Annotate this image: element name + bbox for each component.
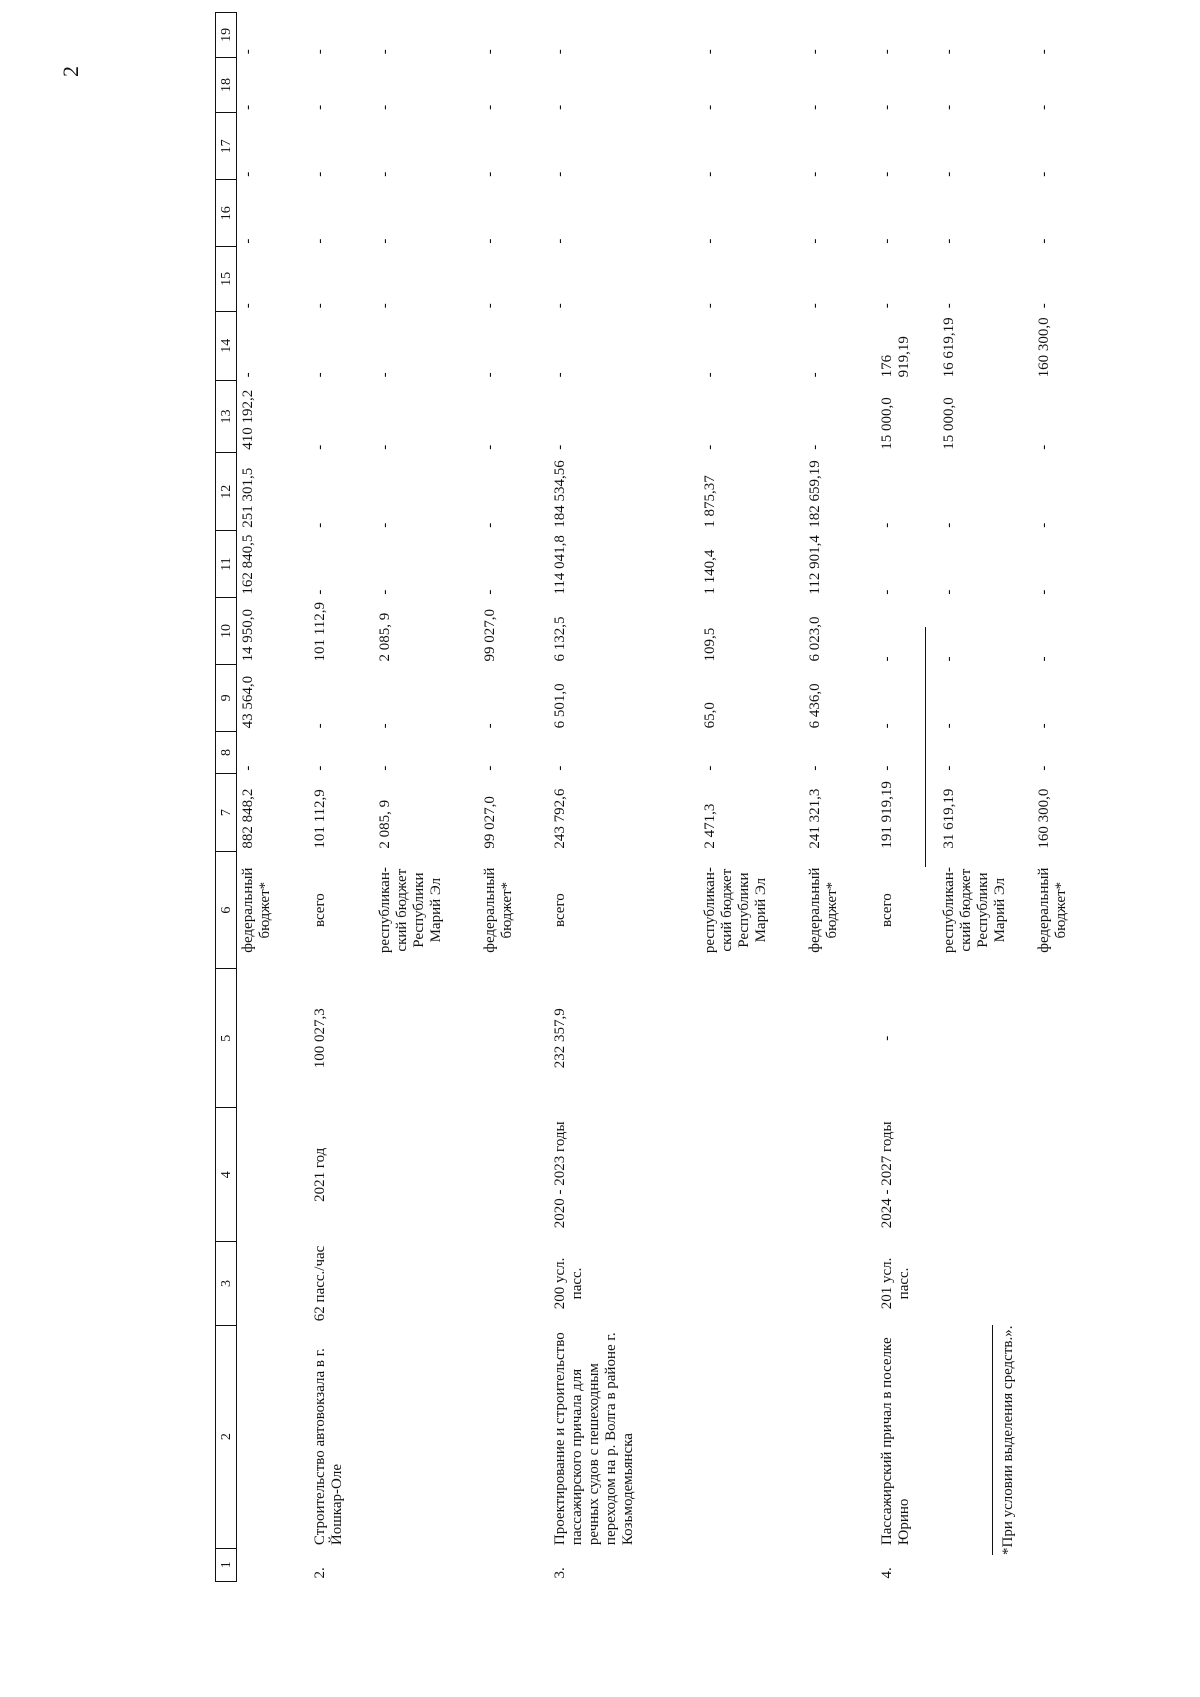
table-cell-c18: - <box>940 104 957 110</box>
table-cell-c9: - <box>481 723 498 729</box>
table-cell-c9: 43 564,0 <box>240 675 256 729</box>
table-cell-c2: Пассажирский причал в поселке Юрино <box>878 1337 912 1546</box>
table-cell-c17: - <box>481 171 498 177</box>
col-header: 1 <box>216 1548 237 1581</box>
table-cell-c7: 882 848,2 <box>240 788 256 849</box>
table-cell-c15: - <box>551 303 568 309</box>
col-header: 11 <box>216 531 237 598</box>
table-cell-c4 <box>1033 1108 1105 1242</box>
table-cell-c3: 200 усл. пасс. <box>551 1257 585 1310</box>
table-cell-c10: 101 112,9 <box>311 602 328 662</box>
table-cell-c5: 100 027,3 <box>311 1008 328 1069</box>
table-cell-c19: - <box>940 49 957 55</box>
table-cell-c14: - <box>376 372 393 378</box>
table-cell-c11: - <box>376 589 393 595</box>
table-cell-c12: - <box>311 522 328 528</box>
table-cell-c8: - <box>376 765 393 771</box>
table-cell-c1 <box>479 1548 549 1581</box>
table-cell-c14: - <box>481 372 498 378</box>
table-cell-c16: - <box>481 238 498 244</box>
table-cell-c15: - <box>376 303 393 309</box>
table-row <box>1033 13 1105 1582</box>
table-cell-c1: 4. <box>878 1567 895 1579</box>
table-cell-c12: 182 659,19 <box>806 460 823 528</box>
table-cell-c13: - <box>551 444 568 450</box>
table-cell-c3 <box>804 1242 876 1326</box>
col-header: 10 <box>216 598 237 665</box>
table-cell-c6: федеральный бюджет* <box>481 867 515 953</box>
table-cell-c3 <box>237 1242 309 1326</box>
table-cell-c4 <box>479 1108 549 1242</box>
table-cell-c9: - <box>878 723 895 729</box>
table-cell-c4 <box>374 1108 479 1242</box>
table-cell-c8: - <box>701 765 718 771</box>
table-cell-c10: - <box>940 656 957 662</box>
table-cell-c18: - <box>481 104 498 110</box>
table-cell-c12: 184 534,56 <box>551 460 568 528</box>
table-cell-c18: - <box>240 104 256 110</box>
table-cell-c9: 6 501,0 <box>551 683 568 729</box>
table-cell-c17: - <box>240 171 256 177</box>
table-cell-c19: - <box>376 49 393 55</box>
table-cell-c18: - <box>806 104 823 110</box>
table-cell-c10: 109,5 <box>701 627 718 662</box>
table-cell-c19: - <box>551 49 568 55</box>
table-cell-c2 <box>938 1325 1033 1548</box>
table-cell-c10: 6 132,5 <box>551 616 568 662</box>
table-cell-c4 <box>237 1108 309 1242</box>
table-cell-c16: - <box>551 238 568 244</box>
table-cell-c16: - <box>376 238 393 244</box>
table-cell-c12: - <box>1035 522 1052 528</box>
table-cell-c12: - <box>376 522 393 528</box>
table-cell-c16: - <box>240 238 256 244</box>
table-cell-c18: - <box>878 104 895 110</box>
table-cell-c11: - <box>878 589 895 595</box>
table-cell-c6: всего <box>551 893 568 928</box>
table-row <box>699 13 804 1582</box>
table-cell-c17: - <box>701 171 718 177</box>
col-header: 2 <box>216 1325 237 1548</box>
table-cell-c9: - <box>1035 723 1052 729</box>
table-cell-c2 <box>1033 1325 1105 1548</box>
col-header: 9 <box>216 664 237 731</box>
table-cell-c1 <box>237 1548 309 1581</box>
table-row <box>479 13 549 1582</box>
table-cell-c11: - <box>311 589 328 595</box>
page-number: 2 <box>58 66 83 77</box>
table-cell-c5 <box>374 969 479 1108</box>
table-cell-c10: 6 023,0 <box>806 616 823 662</box>
table-cell-c17: - <box>376 171 393 177</box>
table-cell-c7: 2 085, 9 <box>376 799 393 849</box>
table-cell-c10: - <box>878 656 895 662</box>
table-cell-c17: - <box>940 171 957 177</box>
col-header: 6 <box>216 852 237 969</box>
table-cell-c1 <box>804 1548 876 1581</box>
table-cell-c9: - <box>376 723 393 729</box>
table-cell-c5 <box>1033 969 1105 1108</box>
col-header: 14 <box>216 311 237 380</box>
table-cell-c18: - <box>376 104 393 110</box>
table-cell-c14: 160 300,0 <box>1035 317 1052 378</box>
table-body <box>237 13 1105 1582</box>
table-cell-c5: 232 357,9 <box>551 1008 568 1069</box>
col-header: 15 <box>216 247 237 312</box>
table-cell-c3 <box>374 1242 479 1326</box>
table-cell-c7: 31 619,19 <box>940 788 957 849</box>
table-cell-c6: республикан-ский бюджет Республики Марий Эл <box>940 867 1008 954</box>
col-header: 16 <box>216 180 237 247</box>
table-cell-c7: 191 919,19 <box>878 781 895 849</box>
table-cell-c16: - <box>878 238 895 244</box>
table-cell-c8: - <box>1035 765 1052 771</box>
table-cell-c11: 1 140,4 <box>701 549 718 595</box>
table-row <box>309 13 374 1582</box>
table-cell-c5 <box>938 969 1033 1108</box>
table-cell-c15: - <box>240 303 256 309</box>
table-cell-c12: 251 301,5 <box>240 467 256 528</box>
table-row <box>804 13 876 1582</box>
table-cell-c2 <box>699 1325 804 1548</box>
table-cell-c19: - <box>878 49 895 55</box>
table-cell-c2 <box>237 1325 309 1548</box>
table-cell-c5 <box>804 969 876 1108</box>
table-cell-c12: - <box>481 522 498 528</box>
table-cell-c11: 114 041,8 <box>551 535 568 595</box>
table-cell-c14: - <box>806 372 823 378</box>
table-cell-c19: - <box>701 49 718 55</box>
table-cell-c6: республикан-ский бюджет Республики Марий Эл <box>701 867 769 954</box>
table-cell-c18: - <box>551 104 568 110</box>
table-cell-c17: - <box>806 171 823 177</box>
table-cell-c13: - <box>481 444 498 450</box>
table-cell-c11: - <box>940 589 957 595</box>
table-cell-c12: - <box>878 522 895 528</box>
table-cell-c19: - <box>481 49 498 55</box>
table-cell-c13: - <box>311 444 328 450</box>
table-cell-c8: - <box>878 765 895 771</box>
table-cell-c16: - <box>1035 238 1052 244</box>
table-cell-c9: - <box>940 723 957 729</box>
table-cell-c8: - <box>551 765 568 771</box>
table-cell-c18: - <box>311 104 328 110</box>
col-header: 12 <box>216 453 237 531</box>
table-cell-c5 <box>237 969 309 1108</box>
col-header: 18 <box>216 57 237 113</box>
col-header: 17 <box>216 113 237 180</box>
separator-line <box>925 627 926 867</box>
table-cell-c19: - <box>806 49 823 55</box>
table-cell-c7: 99 027,0 <box>481 796 498 849</box>
table-cell-c13: 15 000,0 <box>940 397 957 450</box>
table-cell-c13: - <box>701 444 718 450</box>
table-cell-c1 <box>699 1548 804 1581</box>
table-cell-c17: - <box>311 171 328 177</box>
table-cell-c9: 6 436,0 <box>806 683 823 729</box>
table-cell-c10: 99 027,0 <box>481 608 498 662</box>
col-header: 8 <box>216 731 237 773</box>
table-cell-c10: - <box>1035 656 1052 662</box>
table-cell-c8: - <box>806 765 823 771</box>
table-cell-c2 <box>804 1325 876 1548</box>
table-cell-c17: - <box>551 171 568 177</box>
table-cell-c9: 65,0 <box>701 702 718 729</box>
table-cell-c15: - <box>1035 303 1052 309</box>
table-cell-c4: 2024 - 2027 годы <box>878 1121 895 1229</box>
table-cell-c11: 112 901,4 <box>806 535 823 595</box>
table-cell-c11: 162 840,5 <box>240 534 256 595</box>
table-cell-c10: 14 950,0 <box>240 608 256 662</box>
table-cell-c3: 201 усл. пасс. <box>878 1257 912 1310</box>
table-cell-c6: всего <box>878 893 895 928</box>
table-cell-c5: - <box>878 1035 895 1041</box>
table-cell-c16: - <box>940 238 957 244</box>
table-cell-c19: - <box>240 49 256 55</box>
table-cell-c14: - <box>311 372 328 378</box>
table-cell-c8: - <box>240 765 256 771</box>
table-cell-c12: 1 875,37 <box>701 475 718 528</box>
col-header: 5 <box>216 969 237 1108</box>
table-cell-c13: 410 192,2 <box>240 389 256 450</box>
table-cell-c2: Строительство автовокзала в г. Йошкар-Оле <box>311 1348 345 1546</box>
table-cell-c4: 2021 год <box>311 1147 328 1202</box>
table-cell-c7: 241 321,3 <box>806 788 823 849</box>
table-cell-c3 <box>938 1242 1033 1326</box>
footnote-rule <box>992 1325 993 1555</box>
table-cell-c3 <box>699 1242 804 1326</box>
table-cell-c6: республикан-ский бюджет Республики Марий Эл <box>376 867 444 954</box>
table-cell-c6: федеральный бюджет* <box>1035 867 1069 953</box>
table-row <box>549 13 699 1582</box>
table-cell-c11: - <box>481 589 498 595</box>
table-cell-c4 <box>699 1108 804 1242</box>
table-cell-c1: 3. <box>551 1567 568 1579</box>
table-cell-c14: 16 619,19 <box>940 317 957 378</box>
table-cell-c6: всего <box>311 893 328 928</box>
table-cell-c14: - <box>701 372 718 378</box>
table-cell-c15: - <box>311 303 328 309</box>
budget-table <box>215 12 1105 1582</box>
table-cell-c3 <box>479 1242 549 1326</box>
table-cell-c2 <box>479 1325 549 1548</box>
table-row <box>237 13 309 1582</box>
table-cell-c16: - <box>311 238 328 244</box>
table-cell-c18: - <box>1035 104 1052 110</box>
col-header: 4 <box>216 1108 237 1242</box>
table-cell-c15: - <box>940 303 957 309</box>
table-cell-c17: - <box>1035 171 1052 177</box>
table-cell-c13: - <box>806 444 823 450</box>
table-cell-c5 <box>699 969 804 1108</box>
table-cell-c13: - <box>1035 444 1052 450</box>
table-cell-c9: - <box>311 723 328 729</box>
col-header: 7 <box>216 774 237 852</box>
table-cell-c14: 176 919,19 <box>878 336 912 378</box>
table-cell-c2 <box>374 1325 479 1548</box>
col-header: 19 <box>216 13 237 58</box>
table-cell-c11: - <box>1035 589 1052 595</box>
table-cell-c5 <box>479 969 549 1108</box>
table-row <box>374 13 479 1582</box>
table-cell-c12: - <box>940 522 957 528</box>
table-cell-c17: - <box>878 171 895 177</box>
table-cell-c8: - <box>311 765 328 771</box>
table-cell-c8: - <box>940 765 957 771</box>
table-cell-c13: - <box>376 444 393 450</box>
table-cell-c14: - <box>551 372 568 378</box>
table-cell-c15: - <box>701 303 718 309</box>
table-cell-c19: - <box>311 49 328 55</box>
table-cell-c2: Проектирование и строительство пассажирского причала для речных судов с пешеходным переходом на р. Волга в районе г. Козьмодемьянска <box>551 1332 636 1546</box>
table-cell-c4 <box>804 1108 876 1242</box>
table-cell-c15: - <box>806 303 823 309</box>
footnote: *При условии выделения средств.». <box>1000 1325 1016 1555</box>
table-cell-c16: - <box>806 238 823 244</box>
table-row <box>876 13 938 1582</box>
table-cell-c16: - <box>701 238 718 244</box>
table-cell-c13: 15 000,0 <box>878 397 895 450</box>
table-cell-c18: - <box>701 104 718 110</box>
table-cell-c1 <box>938 1548 1033 1581</box>
table-cell-c3: 62 пасс./час <box>311 1245 328 1322</box>
table-cell-c1 <box>1033 1548 1105 1581</box>
col-header: 13 <box>216 380 237 452</box>
table-cell-c3 <box>1033 1242 1105 1326</box>
table-cell-c8: - <box>481 765 498 771</box>
table-cell-c15: - <box>878 303 895 309</box>
table-cell-c1: 2. <box>311 1567 328 1579</box>
table-cell-c1 <box>374 1548 479 1581</box>
table-cell-c7: 101 112,9 <box>311 789 328 849</box>
table-cell-c14: - <box>240 372 256 378</box>
table-row <box>938 13 1033 1582</box>
table-cell-c6: федеральный бюджет* <box>806 867 840 953</box>
col-header: 3 <box>216 1242 237 1326</box>
table-cell-c7: 2 471,3 <box>701 803 718 849</box>
table-cell-c15: - <box>481 303 498 309</box>
table-cell-c4 <box>938 1108 1033 1242</box>
column-number-row <box>216 13 237 1582</box>
table-cell-c4: 2020 - 2023 годы <box>551 1121 568 1229</box>
table-cell-c10: 2 085, 9 <box>376 612 393 662</box>
table-cell-c19: - <box>1035 49 1052 55</box>
table-cell-c6: федеральный бюджет* <box>240 867 273 953</box>
table-cell-c7: 243 792,6 <box>551 788 568 849</box>
table-cell-c7: 160 300,0 <box>1035 788 1052 849</box>
